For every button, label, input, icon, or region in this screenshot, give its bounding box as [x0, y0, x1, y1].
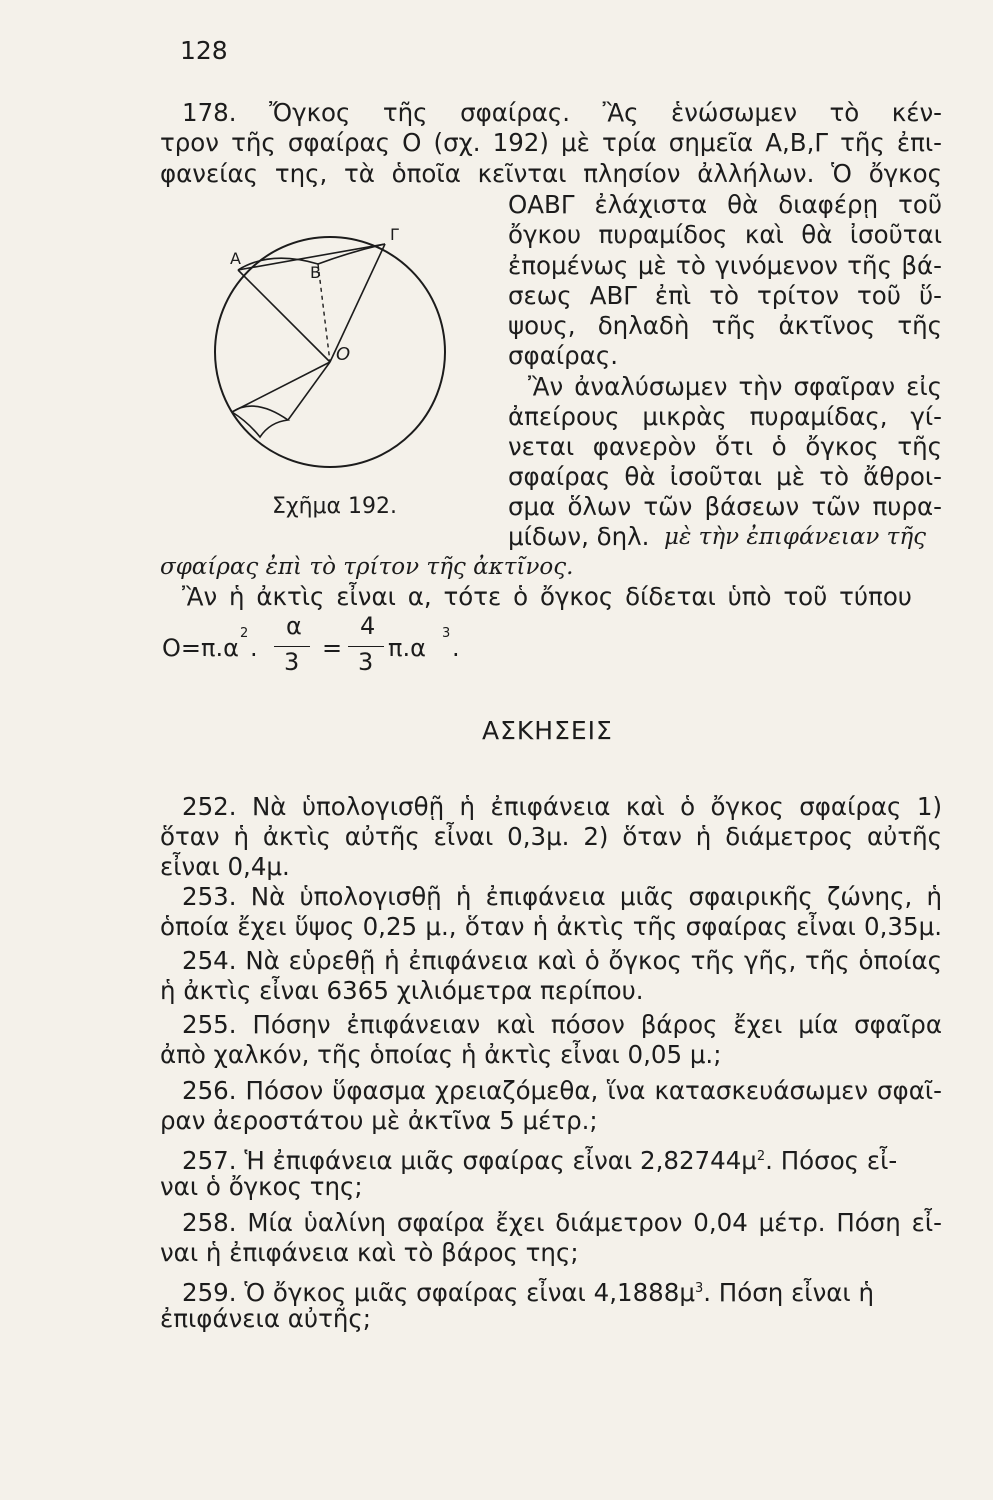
- text-line: τρον τῆς σφαίρας Ο (σχ. 192) μὲ τρία σημεῖα Α,Β,Γ τῆς ἐπι-: [160, 128, 942, 157]
- exercise-line: 252. Νὰ ὑπολογισθῇ ἡ ἐπιφάνεια καὶ ὁ ὄγκος σφαίρας 1): [182, 792, 942, 821]
- exercise-line: εἶναι 0,4μ.: [160, 852, 290, 881]
- exercise-line: ἀπὸ χαλκόν, τῆς ὁποίας ἡ ἀκτὶς εἶναι 0,05 μ.;: [160, 1040, 722, 1069]
- volume-formula: [162, 612, 562, 682]
- exercise-text: . Πόση εἶναι ἡ: [703, 1278, 875, 1308]
- text-line: Ἂν ἡ ἀκτὶς εἶναι α, τότε ὁ ὄγκος δίδεται ὑπὸ τοῦ τύπου: [182, 582, 912, 611]
- formula-rest: π.α: [388, 634, 426, 662]
- exercise-exponent: 2: [756, 1149, 766, 1164]
- exercise-text: 257. Ἡ ἐπιφάνεια μιᾶς σφαίρας εἶναι 2,82744μ: [182, 1146, 757, 1176]
- exercise-line: ναι ὁ ὄγκος της;: [160, 1172, 363, 1201]
- fraction-bar: [274, 646, 310, 647]
- exercises-heading: ΑΣΚΗΣΕΙΣ: [482, 716, 613, 745]
- exercise-line: 258. Μία ὑαλίνη σφαίρα ἔχει διάμετρον 0,04 μέτρ. Πόση εἶ-: [182, 1208, 942, 1237]
- exercise-line: ραν ἀεροστάτου μὲ ἀκτῖνα 5 μέτρ.;: [160, 1106, 598, 1135]
- lower-pyramid-base: [232, 406, 288, 437]
- exercise-line: ἡ ἀκτὶς εἶναι 6365 χιλιόμετρα περίπου.: [160, 976, 644, 1005]
- exercise-text: 259. Ὁ ὄγκος μιᾶς σφαίρας εἶναι 4,1888μ: [182, 1278, 695, 1308]
- italic-text: μὲ τὴν ἐπιφάνειαν τῆς: [664, 524, 927, 550]
- text-line: σφαίρας θὰ ἰσοῦται μὲ τὸ ἄθροι-: [508, 462, 942, 491]
- page-number: 128: [180, 36, 228, 65]
- exercise-line: ὁποία ἔχει ὕψος 0,25 μ., ὅταν ἡ ἀκτὶς τῆς σφαίρας εἶναι 0,35μ.: [160, 912, 942, 941]
- text-line: νεται φανερὸν ὅτι ὁ ὄγκος τῆς: [508, 432, 942, 461]
- text-line: ὄγκου πυραμίδος καὶ θὰ ἰσοῦται: [508, 220, 942, 249]
- exercise-line: ἐπιφάνεια αὐτῆς;: [160, 1304, 371, 1333]
- exercise-line: 254. Νὰ εὑρεθῇ ἡ ἐπιφάνεια καὶ ὁ ὄγκος τῆς γῆς, τῆς ὁποίας: [182, 946, 942, 975]
- formula-exponent: 2: [240, 626, 249, 641]
- radius-lower-2: [288, 362, 330, 420]
- label-g: Γ: [390, 225, 399, 244]
- exercise-line: ὅταν ἡ ἀκτὶς αὐτῆς εἶναι 0,3μ. 2) ὅταν ἡ διάμετρος αὐτῆς: [160, 822, 942, 851]
- exercise-text: . Πόσος εἶ-: [765, 1146, 898, 1176]
- formula-exponent: 3: [442, 626, 451, 641]
- text-line: φανείας της, τὰ ὁποῖα κεῖνται πλησίον ἀλλήλων. Ὁ ὄγκος: [160, 159, 942, 188]
- exercise-line: 253. Νὰ ὑπολογισθῇ ἡ ἐπιφάνεια μιᾶς σφαιρικῆς ζώνης, ἡ: [182, 882, 942, 911]
- text-line: ἀπείρους μικρὰς πυραμίδας, γί-: [508, 402, 942, 431]
- formula-lhs: Ο=π.α: [162, 634, 239, 662]
- formula-end: .: [452, 634, 460, 662]
- radius-lower-1: [232, 362, 330, 412]
- exercise-line: 256. Πόσον ὕφασμα χρειαζόμεθα, ἵνα κατασκευάσωμεν σφαῖ-: [182, 1076, 942, 1105]
- text-line: ψους, δηλαδὴ τῆς ἀκτῖνος τῆς: [508, 311, 942, 340]
- label-a: Α: [230, 249, 241, 268]
- exercise-line: 255. Πόσην ἐπιφάνειαν καὶ πόσον βάρος ἔχει μία σφαῖρα: [182, 1010, 942, 1039]
- text-line: σφαίρας.: [508, 341, 618, 370]
- text-line: ΟΑΒΓ ἐλάχιστα θὰ διαφέρῃ τοῦ: [508, 190, 942, 219]
- text-line: σμα ὅλων τῶν βάσεων τῶν πυρα-: [508, 492, 942, 521]
- exercise-line: ναι ἡ ἐπιφάνεια καὶ τὸ βάρος της;: [160, 1238, 579, 1267]
- text-line: Ἂν ἀναλύσωμεν τὴν σφαῖραν εἰς: [528, 372, 942, 401]
- fraction-denominator: 3: [358, 648, 374, 676]
- sphere-outline: [215, 237, 445, 467]
- formula-dot: .: [250, 634, 258, 662]
- italic-text: σφαίρας ἐπὶ τὸ τρίτον τῆς ἀκτῖνος.: [160, 554, 574, 580]
- fraction-denominator: 3: [284, 648, 300, 676]
- text-line: μίδων, δηλ.: [508, 522, 650, 551]
- text-line: ἐπομένως μὲ τὸ γινόμενον τῆς βά-: [508, 251, 942, 280]
- label-o: Ο: [336, 344, 351, 365]
- sphere-figure: [210, 222, 460, 482]
- label-b: Β: [310, 263, 321, 282]
- figure-caption: Σχῆμα 192.: [272, 494, 398, 519]
- text-line: 178. Ὄγκος τῆς σφαίρας. Ἂς ἑνώσωμεν τὸ κέν-: [182, 98, 942, 127]
- text-line: σεως ΑΒΓ ἐπὶ τὸ τρίτον τοῦ ὕ-: [508, 281, 942, 310]
- fraction-numerator: α: [286, 612, 302, 640]
- fraction-numerator: 4: [360, 612, 376, 640]
- formula-equals: =: [322, 634, 343, 662]
- radius-a: [238, 270, 330, 362]
- fraction-bar: [348, 646, 384, 647]
- exercise-exponent: 3: [694, 1281, 704, 1296]
